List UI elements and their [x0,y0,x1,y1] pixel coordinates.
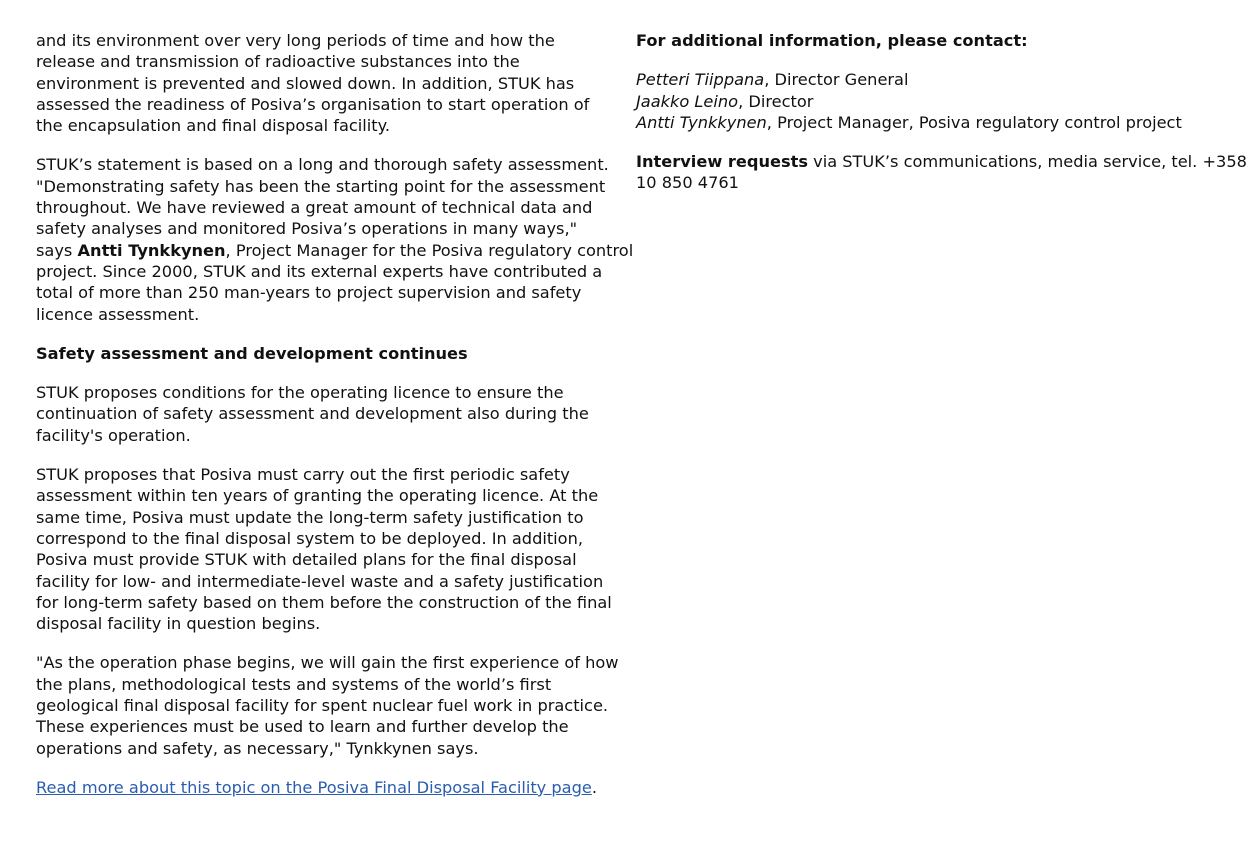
article-paragraph-5 [36,652,619,758]
read-more-line [36,777,597,798]
contact-name: Jaakko Leino [636,91,739,111]
article-paragraph-3 [36,382,589,446]
text-line: assessed the readiness of Posiva’s organisation to start operation of [36,94,590,114]
text-line: licence assessment. [36,304,200,324]
text-line: disposal facility in question begins. [36,614,321,634]
contact-heading: For additional information, please contact: [636,31,1028,50]
speaker-name: Antti Tynkkynen [77,240,226,260]
text-line: STUK’s statement is based on a long and thorough safety assessment. [36,155,609,175]
text-line: "Demonstrating safety has been the starting point for the assessment [36,176,606,196]
text-line [36,240,634,261]
interview-label: Interview requests [636,152,808,172]
text-line: environment is prevented and slowed down. In addition, STUK has [36,73,575,93]
text-line: total of more than 250 man-years to project supervision and safety [36,283,582,303]
interview-line [636,151,1247,172]
text-line: continuation of safety assessment and development also during the [36,404,589,424]
text-line: project. Since 2000, STUK and its external experts have contributed a [36,261,603,281]
text-line: geological final disposal facility for spent nuclear fuel work in practice. [36,696,609,716]
text-line: Posiva must provide STUK with detailed plans for the final disposal [36,550,577,570]
contact-person [636,91,1176,112]
article-paragraph-2 [36,154,634,324]
interview-text: via STUK’s communications, media service, tel. +358 [807,152,1247,172]
read-more-paragraph [36,777,597,798]
contact-name: Antti Tynkkynen [636,112,767,132]
article-paragraph-1 [36,30,590,136]
text-line: facility for low- and intermediate-level waste and a safety justification [36,571,604,591]
text-line: STUK proposes that Posiva must carry out the first periodic safety [36,465,570,485]
text-line: assessment within ten years of granting the operating licence. At the [36,486,599,506]
posiva-page-link[interactable]: Read more about this topic on the Posiva Final Disposal Facility page [36,777,592,797]
text-line: and its environment over very long periods of time and how the [36,31,555,50]
contact-column [636,30,1247,212]
text-line: STUK proposes conditions for the operating licence to ensure the [36,383,564,403]
article-column [36,30,634,816]
text-line: same time, Posiva must update the long-term safety justification to [36,507,584,527]
section-heading: Safety assessment and development continues [36,343,468,363]
article-paragraph-4 [36,464,612,634]
contact-list [636,69,1182,133]
contact-name: Petteri Tiippana [636,70,765,90]
contact-role: , Director [738,91,814,111]
contact-role: , Project Manager, Posiva regulatory control project [766,112,1182,132]
speaker-role: , Project Manager for the Posiva regulatory control [225,240,634,260]
text-line: operations and safety, as necessary," Tynkkynen says. [36,738,479,758]
text-line: the encapsulation and final disposal facility. [36,116,391,136]
contact-person [636,69,1176,90]
text-line: facility's operation. [36,425,191,445]
contact-role: , Director General [764,70,909,90]
says-prefix: says [36,240,78,260]
text-line: throughout. We have reviewed a great amount of technical data and [36,198,593,218]
text-line: "As the operation phase begins, we will gain the first experience of how [36,653,619,673]
text-line: for long-term safety based on them before the construction of the final [36,592,612,612]
interview-requests [636,151,1247,194]
text-line: These experiences must be used to learn and further develop the [36,717,569,737]
text-line: correspond to the final disposal system to be deployed. In addition, [36,528,583,548]
text-line: release and transmission of radioactive substances into the [36,52,520,72]
link-suffix: . [591,777,597,797]
text-line: the plans, methodological tests and systems of the world’s first [36,674,552,694]
phone-number: 10 850 4761 [636,173,739,193]
contact-person [636,112,1182,133]
text-line: safety analyses and monitored Posiva’s operations in many ways," [36,219,578,239]
